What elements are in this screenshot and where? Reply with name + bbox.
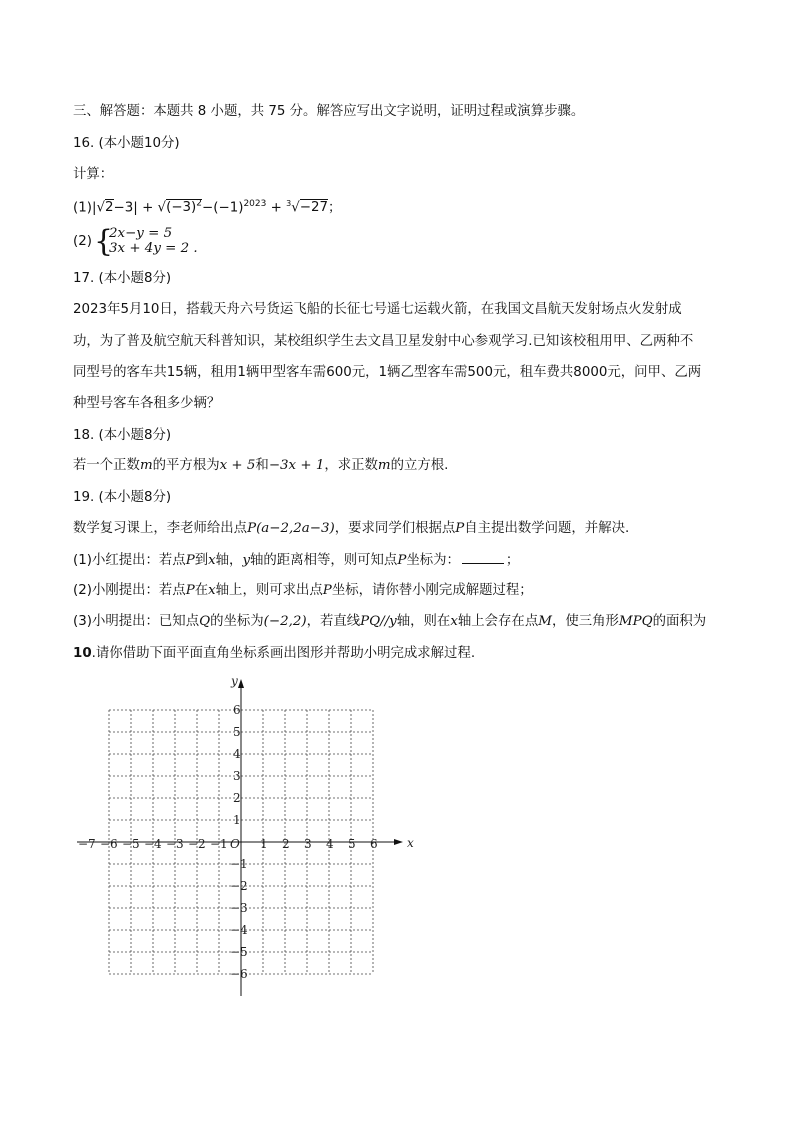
q19-p3-i: .请你借助下面平面直角坐标系画出图形并帮助小明完成求解过程. [91,646,476,661]
x-tick-label: 6 [370,837,378,851]
expr-x-plus-5: x + 5 [219,458,256,473]
x-tick-label: 4 [326,837,334,851]
q16-part1 [73,195,341,217]
y-axis-arrow [238,679,244,688]
var-p-1: P [185,553,195,568]
var-m: m [139,458,153,473]
y-tick-label: 3 [233,769,241,783]
x-tick-label: 5 [348,837,356,851]
y-tick-label: −2 [230,879,248,893]
system-brace: { [94,224,114,259]
coordinate-grid [66,663,422,1003]
x-tick-label: −7 [78,837,96,851]
cube-root-index: 3 [286,199,292,208]
q19-p2-c: 轴上，则可求出点 [215,583,323,598]
cube-root-sign: √ [291,200,300,216]
var-x-2: x [208,583,216,598]
x-tick-label: 3 [304,837,312,851]
q19-part1 [73,551,519,570]
q16-intro: 计算： [73,167,114,182]
minus-neg1: −(−1) [202,200,244,216]
q19-number: 19. (本小题8分) [73,490,172,505]
system-eq2: 3x + 4y = 2 . [109,241,198,256]
y-tick-label: 6 [233,703,241,717]
q19-p1-b: 到 [194,553,209,568]
q19-part3 [73,613,706,631]
q19-p2-a: (2)小刚提出：若点 [73,583,186,598]
q19-p3-c: ，若直线 [306,614,361,629]
x-axis-arrow [394,839,403,845]
var-p-2: P [397,553,407,568]
abs-open: |√ [91,200,106,216]
x-tick-label: 2 [282,837,290,851]
x-axis-label: x [407,836,414,850]
q16-p1-label: (1) [73,200,92,216]
area-ten: 10 [73,646,92,661]
x-tick-label: 1 [260,837,268,851]
q19-p3-g: 的面积为 [652,614,707,629]
q19-p3-b: 的坐标为 [210,614,264,629]
q18-text [73,457,448,475]
var-p-3: P [185,583,195,598]
y-tick-label: 4 [233,747,241,761]
q18-text-a: 若一个正数 [73,458,140,473]
expr-neg3x-plus-1: −3x + 1 [268,458,325,473]
q19-part2 [73,582,533,600]
q16-p1-tail: ； [328,200,342,216]
sqrt-2-radicand: 2 [105,200,114,216]
q17-line2: 功，为了普及航空航天科普知识，某校组织学生去文昌卫星发射中心参观学习.已知该校租用甲、乙两种不 [73,334,694,349]
y-tick-label: 5 [233,725,241,739]
x-tick-label: −6 [100,837,118,851]
q19-p1-a: (1)小红提出：若点 [73,553,186,568]
q17-line4: 种型号客车各租多少辆？ [73,396,221,411]
var-y-1: y [242,553,251,568]
q19-part3-cont [73,645,475,663]
var-x-1: x [208,553,216,568]
var-p-4: P [322,583,332,598]
q19-intro-c: 自主提出数学问题，并解决. [464,521,630,536]
q16-number: 16. (本小题10分) [73,136,180,151]
q19-p3-d: 轴，则在 [396,614,451,629]
q19-p3-a: (3)小明提出：已知点 [73,614,200,629]
section-header: 三、解答题：本题共 8 小题，共 75 分。解答应写出文字说明，证明过程或演算步骤。 [73,104,585,119]
square-exponent: 2 [196,199,203,209]
q18-text-e: 的立方根. [390,458,449,473]
var-q: Q [199,614,211,629]
y-tick-label: −6 [230,967,248,981]
x-tick-label: −4 [144,837,162,851]
point-p-coord: P(a−2,2a−3) [247,521,335,536]
point-q-coord: (−2,2) [263,614,307,629]
triangle-mpq: MPQ [618,614,653,629]
y-tick-label: 2 [233,791,241,805]
var-m-2: m [377,458,391,473]
q19-p1-e: 坐标为： [406,553,460,568]
answer-blank [462,551,504,564]
x-tick-label: −5 [122,837,140,851]
q17-number: 17. (本小题8分) [73,271,172,286]
origin-label: O [230,837,240,851]
q19-p1-f: ； [505,553,520,568]
q18-text-c: 和 [255,458,269,473]
q19-p3-f: ，使三角形 [551,614,619,629]
q19-p1-c: 轴， [215,553,243,568]
neg3-base: (−3) [166,200,197,216]
pq-parallel-y: PQ//y [360,614,397,629]
neg3-squared [166,199,202,215]
y-tick-label: −5 [230,945,248,959]
var-m-point: M [538,614,552,629]
system-eq1: 2x−y = 5 [109,226,173,241]
q19-intro-b: ，要求同学们根据点 [334,521,456,536]
q19-p2-d: 坐标，请你替小刚完成解题过程； [331,583,533,598]
y-axis-label: y [231,674,238,688]
minus-3: −3 [113,200,134,216]
q16-part2-system [73,226,273,260]
q18-number: 18. (本小题8分) [73,428,172,443]
var-p: P [455,521,465,536]
q19-p1-d: 轴的距离相等，则可知点 [250,553,398,568]
q19-intro-a: 数学复习课上，李老师给出点 [73,521,248,536]
q16-p2-label: (2) [73,234,92,249]
abs-close: | [133,200,138,216]
q17-line3: 同型号的客车共15辆，租用1辆甲型客车需600元，1辆乙型客车需500元，租车费共8000元，问甲、乙两 [73,365,702,380]
x-tick-label: −3 [166,837,184,851]
neg27-radicand: −27 [299,200,328,216]
coordinate-grid-svg [66,663,422,1003]
y-tick-label: −1 [230,857,248,871]
var-x-3: x [450,614,458,629]
x-tick-label: −1 [210,837,228,851]
q19-p2-b: 在 [194,583,209,598]
q19-intro [73,520,629,538]
q17-line1: 2023年5月10日，搭载天舟六号货运飞船的长征七号遥七运载火箭，在我国文昌航天发射场点火发射成 [73,302,682,317]
y-tick-label: 1 [233,813,241,827]
sqrt-sign: √ [157,200,167,216]
q19-p3-e: 轴上会存在点 [457,614,539,629]
x-tick-label: −2 [188,837,206,851]
power-2023: 2023 [243,199,267,209]
plus-2: + [266,200,287,216]
q18-text-d: ，求正数 [324,458,378,473]
y-tick-label: −4 [230,923,248,937]
q18-text-b: 的平方根为 [152,458,220,473]
plus-1: + [137,200,158,216]
y-tick-label: −3 [230,901,248,915]
